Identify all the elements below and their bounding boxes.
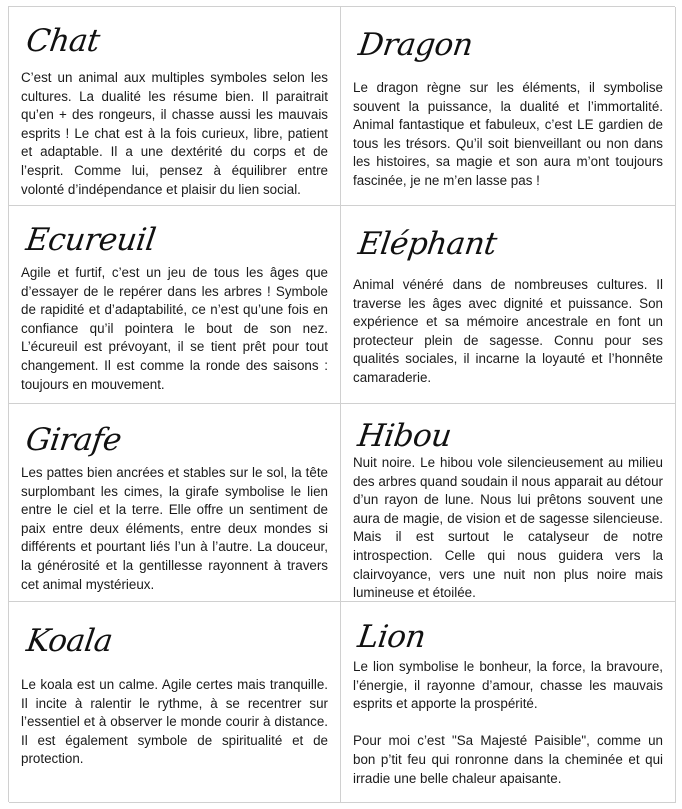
card-text: Agile et furtif, c’est un jeu de tous les âges que d’essayer de le repérer dans les arbres ! Symbole de rapidité et d’adaptabilité, ce n’est qu’une fois en confiance qu’il pointera le bout de son nez. L’écureuil est prévoyant, il se tient prêt pour tout changement. Il est comme la ronde des saisons : toujours en mouvement. — [21, 265, 328, 392]
card-koala — [9, 602, 341, 803]
card-title: Lion — [355, 619, 428, 655]
card-lion — [341, 602, 676, 803]
card-title: Koala — [24, 623, 115, 659]
card-title: Girafe — [23, 422, 124, 458]
card-title: Ecureuil — [23, 222, 158, 258]
card-ecureuil — [9, 206, 341, 404]
card-hibou — [341, 404, 676, 602]
card-text: Animal vénéré dans de nombreuses cultures. Il traverse les âges avec dignité et puissance. Son expérience et sa mémoire ancestrale en font un protecteur plein de sagesse. Connu pour ses qualités sociales, il incarne la loyauté et l’honnête camaraderie. — [353, 277, 663, 385]
card-title: Hibou — [355, 418, 454, 454]
card-text: Le dragon règne sur les éléments, il symbolise souvent la puissance, la dualité et l’immortalité. Animal fantastique et fabuleux, c’est LE gardien de tous les trésors. Qu’il soit bienveillant ou non dans les histoires, sa magie et son aura m’ont toujours fascinée, je ne m’en lasse pas ! — [353, 80, 663, 188]
card-text: Le lion symbolise le bonheur, la force, la bravoure, l’énergie, il rayonne d’amour, chasse les mauvais esprits et apporte la prospérité. Pour moi c’est "Sa Majesté Paisible", comme un bon p’tit feu qui ronronne dans la cheminée et qui irradie une belle chaleur apaisante. — [353, 659, 663, 786]
card-title: Dragon — [356, 27, 475, 63]
card-text: Nuit noire. Le hibou vole silencieusement au milieu des arbres quand soudain il nous apparait au détour d’un rayon de lune. Nous lui prêtons souvent une aura de magie, de vision et de sagesse silencieuse. Mais il est surtout le catalyseur de notre introspection. Celle qui nous guidera vers la clairvoyance, vers une nuit non plus noire mais lumineuse et étoilée. — [353, 455, 663, 601]
card-title: Chat — [24, 23, 102, 59]
card-girafe — [9, 404, 341, 602]
card-chat — [9, 7, 341, 206]
card-dragon — [341, 7, 676, 206]
animal-cards-grid — [8, 6, 675, 802]
card-text: Le koala est un calme. Agile certes mais tranquille. Il incite à ralentir le rythme, à se recentrer sur l’essentiel et à observer le monde courir à distance. Il est également symbole de spiritualité et de protection. — [21, 677, 328, 767]
card-title: Eléphant — [356, 226, 499, 262]
card-elephant — [341, 206, 676, 404]
card-text: C’est un animal aux multiples symboles selon les cultures. La dualité les résume bien. Il paraitrait qu’en + des rongeurs, il chasse aussi les mauvais esprits ! Le chat est à la fois curieux, libre, patient et adaptable. Il a une dextérité du corps et de l’esprit. Comme lui, pensez à équilibrer entre volonté d’indépendance et plaisir du lien social. — [21, 70, 328, 197]
card-text: Les pattes bien ancrées et stables sur le sol, la tête surplombant les cimes, la girafe symbolise le lien entre le ciel et la terre. Elle offre un sentiment de paix entre deux éléments, entre deux mondes si différents et pourtant liés l’un à l’autre. La douceur, la générosité et la gentillesse rayonnent à travers cet animal mystérieux. — [21, 465, 328, 592]
